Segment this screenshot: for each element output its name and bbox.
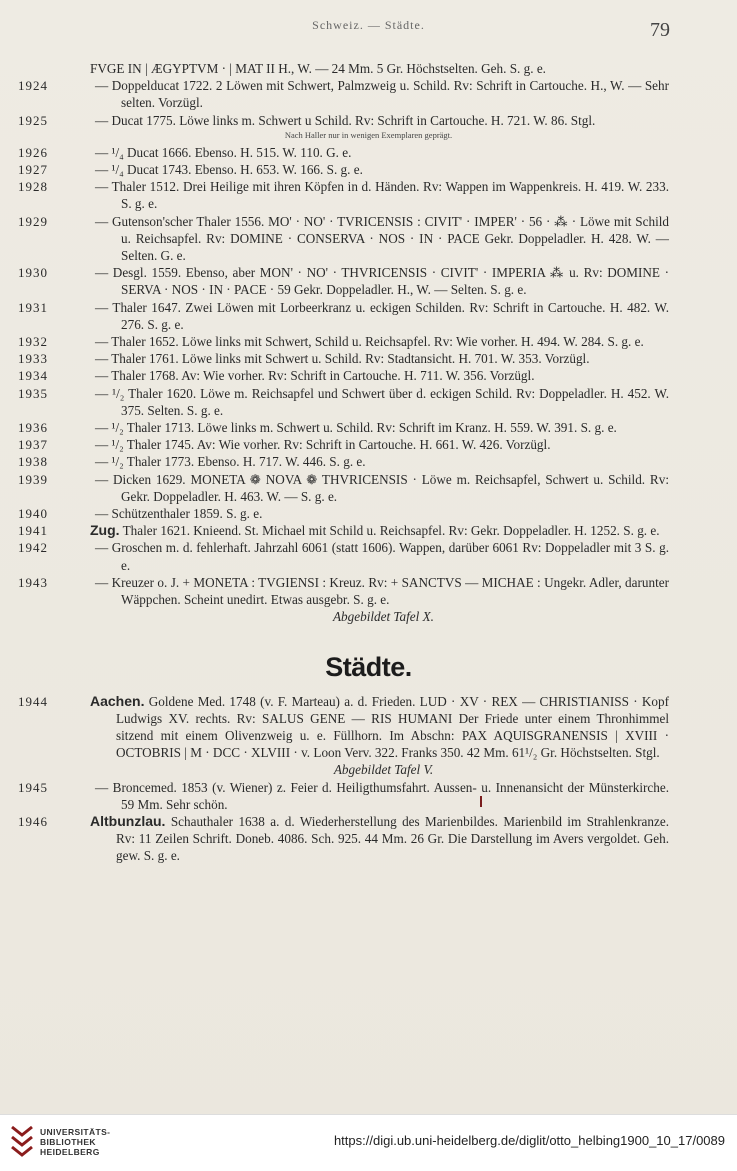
entry-text: — Thaler 1647. Zwei Löwen mit Lorbeerkranz u. eckigen Schilden. Rv: Schrift in Cartouche. H. 482. W. 276. S. g. e. (95, 299, 669, 332)
entry-number: 1930 (18, 265, 48, 281)
catalog-entry (0, 112, 737, 129)
catalog-entry (0, 161, 737, 178)
viewer-footer (0, 1114, 737, 1171)
catalog-entry (0, 60, 737, 77)
catalog-entry (0, 419, 737, 436)
catalog-entry (0, 471, 737, 505)
university-library-logo-icon (10, 1125, 34, 1159)
place-heading-zug: Zug. (90, 522, 120, 539)
place-heading-aachen: Aachen. (90, 692, 145, 709)
entry-text: — Dicken 1629. MONETA ❁ NOVA ❁ THVRICENSIS · Löwe m. Reichsapfel, Schwert u. Schild. Rv: Gekr. Doppeladler. H. 463. W. — S. g. e. (95, 471, 669, 504)
entry-number: 1942 (18, 540, 48, 556)
entry-text: — Gutenson'scher Thaler 1556. MO' · NO' · TVRICENSIS : CIVIT' · IMPER' · 56 · ⁂ · Löwe mit Schild u. Reichsapfel. Rv: DOMINE · CONSERVA · NOS · IN · PACE Gekr. Doppeladler. H. 428. W. — Selten. G. e. (95, 213, 669, 264)
catalog-entry (0, 574, 737, 608)
plate-reference: Abgebildet Tafel V. (333, 762, 434, 778)
entry-1945 (0, 779, 737, 813)
source-url-link[interactable]: https://digi.ub.uni-heidelberg.de/diglit/otto_helbing1900_10_17/0089 (333, 1133, 725, 1148)
page-number: 79 (650, 19, 670, 41)
entry-number: 1926 (18, 144, 48, 160)
entry-text: — Thaler 1512. Drei Heilige mit ihren Köpfen in d. Händen. Rv: Wappen im Wappenkreis. H. 419. W. 233. S. g. e. (95, 179, 669, 212)
catalog-entry (0, 299, 737, 333)
entry-number: 1935 (18, 385, 48, 401)
entry-text: — Desgl. 1559. Ebenso, aber MON' · NO' · THVRICENSIS · CIVIT' · IMPERIA ⁂ u. Rv: DOMINE · SERVA · NOS · IN · PACE · 59 Gekr. Doppeladler. H., W. — Selten. S. g. e. (95, 265, 669, 298)
entry-number: 1936 (18, 420, 48, 436)
entry-text: — ¹/₄ Ducat 1666. Ebenso. H. 515. W. 110. G. e. (95, 144, 352, 160)
entry-text: Schauthaler 1638 a. d. Wiederherstellung des Marienbildes. Marienbild im Strahlenkranze. Rv: 11 Zeilen Schrift. Doneb. 4086. Sch. 925. 44 Mm. 26 Gr. Die Darstellung im Avers vergoldet. Geh. gew. S. g. e. (116, 813, 669, 864)
place-heading-altbunzlau: Altbunzlau. (90, 812, 166, 829)
entry-number: 1937 (18, 437, 48, 453)
margin-mark (480, 796, 482, 807)
entry-number: 1924 (18, 78, 48, 94)
entry-number: 1934 (18, 368, 48, 384)
library-name: UNIVERSITÄTS- BIBLIOTHEK HEIDELBERG (40, 1127, 111, 1157)
section-title: Städte. (325, 651, 412, 682)
entries-top-group (0, 60, 737, 129)
entry-text: Thaler 1621. Knieend. St. Michael mit Schild u. Reichsapfel. Rv: Gekr. Doppeladler. H. 1252. S. g. e. (119, 523, 660, 539)
entry-text: — Doppelducat 1722. 2 Löwen mit Schwert, Palmzweig u. Schild. Rv: Schrift in Cartouche. H., W. — Sehr selten. Vorzügl. (95, 78, 669, 111)
entry-text: — ¹/₂ Thaler 1773. Ebenso. H. 717. W. 446. S. g. e. (95, 454, 366, 470)
entry-text: Goldene Med. 1748 (v. F. Marteau) a. d. Frieden. LUD · XV · REX — CHRISTIANISS · Kopf Ludwigs XV. rechts. Rv: SALUS GENE — RIS HUMANI Der Friede unter einem Thronhimmel sitzend mit einem Olivenzweig u. e. Füllhorn. Im Abschn: PAX AQUISGRANENSIS | XVIII · OCTOBRIS | M · DCC · XLVIII · v. Loon Verv. 322. Franks 350. 42 Mm. 61¹/₂ Gr. Höchstselten. Stgl. (116, 693, 669, 761)
entry-text: — Kreuzer o. J. + MONETA : TVGIENSI : Kreuz. Rv: + SANCTVS — MICHAE : Ungekr. Adler, darunter Wäppchen. Scheint unedirt. Etwas ausgebr. S. g. e. (95, 574, 669, 608)
catalog-entry (0, 213, 737, 265)
entry-number: 1946 (18, 813, 48, 829)
entry-number: 1931 (18, 299, 48, 315)
entry-number: 1928 (18, 179, 48, 195)
entry-text: — Thaler 1768. Av: Wie vorher. Rv: Schrift in Cartouche. H. 711. W. 356. Vorzügl. (95, 368, 535, 384)
entry-number: 1944 (18, 693, 48, 709)
entry-1941 (0, 522, 737, 539)
entry-text: — Thaler 1652. Löwe links mit Schwert, Schild u. Reichsapfel. Rv: Wie vorher. H. 494. W. 284. S. g. e. (95, 334, 644, 350)
entry-text: — Groschen m. d. fehlerhaft. Jahrzahl 6061 (statt 1606). Wappen, darüber 6061 Rv: Doppeladler mit 3 S. g. e. (95, 540, 669, 573)
catalog-entry (0, 350, 737, 367)
entry-number: 1939 (18, 471, 48, 487)
catalog-entry (0, 453, 737, 470)
catalog-entry (0, 539, 737, 573)
entry-number: 1929 (18, 213, 48, 229)
catalog-entry (0, 436, 737, 453)
entry-1946 (0, 813, 737, 865)
catalog-entry (0, 77, 737, 111)
running-head: Schweiz. — Städte. (312, 18, 425, 32)
catalog-entry (0, 144, 737, 161)
entry-text: — Schützenthaler 1859. S. g. e. (95, 506, 263, 522)
entry-number: 1945 (18, 779, 48, 795)
entry-text: — Ducat 1775. Löwe links m. Schwert u Schild. Rv: Schrift in Cartouche. H. 721. W. 86. Stgl. (95, 112, 596, 128)
entries-middle-group (0, 144, 737, 522)
catalog-entry (0, 333, 737, 350)
entry-text: — ¹/₂ Thaler 1620. Löwe m. Reichsapfel und Schwert über d. eckigen Schild. Rv: Doppeladler. H. 452. W. 375. Selten. S. g. e. (95, 385, 669, 418)
entry-text: — ¹/₄ Ducat 1743. Ebenso. H. 653. W. 166. S. g. e. (95, 162, 363, 178)
entry-number: 1938 (18, 454, 48, 470)
entry-number: 1943 (18, 574, 48, 590)
footnote-haller: Nach Haller nur in wenigen Exemplaren geprägt. (284, 129, 453, 140)
entry-number: 1925 (18, 112, 48, 128)
entry-text: FVGE IN | ÆGYPTVM · | MAT II H., W. — 24 Mm. 5 Gr. Höchstselten. Geh. S. g. e. (90, 61, 546, 76)
catalog-entry (0, 178, 737, 212)
page-content (0, 60, 737, 865)
entry-1944 (0, 693, 737, 762)
entry-number: 1941 (18, 523, 48, 539)
entry-number: 1932 (18, 334, 48, 350)
catalog-entry (0, 367, 737, 384)
entry-number: 1933 (18, 351, 48, 367)
entry-number: 1927 (18, 162, 48, 178)
catalog-entry (0, 264, 737, 298)
entry-text: — ¹/₂ Thaler 1713. Löwe links m. Schwert u. Schild. Rv: Schrift im Kranz. H. 559. W. 391. S. g. e. (95, 420, 617, 436)
entry-number: 1940 (18, 506, 48, 522)
entries-zug-group (0, 539, 737, 608)
entry-text: — ¹/₂ Thaler 1745. Av: Wie vorher. Rv: Schrift in Cartouche. H. 661. W. 426. Vorzügl. (95, 437, 551, 453)
catalog-entry (0, 505, 737, 522)
entry-text: — Broncemed. 1853 (v. Wiener) z. Feier d. Heiligthumsfahrt. Aussen- u. Innenansicht der Münsterkirche. 59 Mm. Sehr schön. (95, 779, 669, 812)
plate-reference: Abgebildet Tafel X. (333, 609, 434, 625)
entry-text: — Thaler 1761. Löwe links mit Schwert u. Schild. Rv: Stadtansicht. H. 701. W. 353. Vorzügl. (95, 351, 590, 367)
catalog-entry (0, 385, 737, 419)
